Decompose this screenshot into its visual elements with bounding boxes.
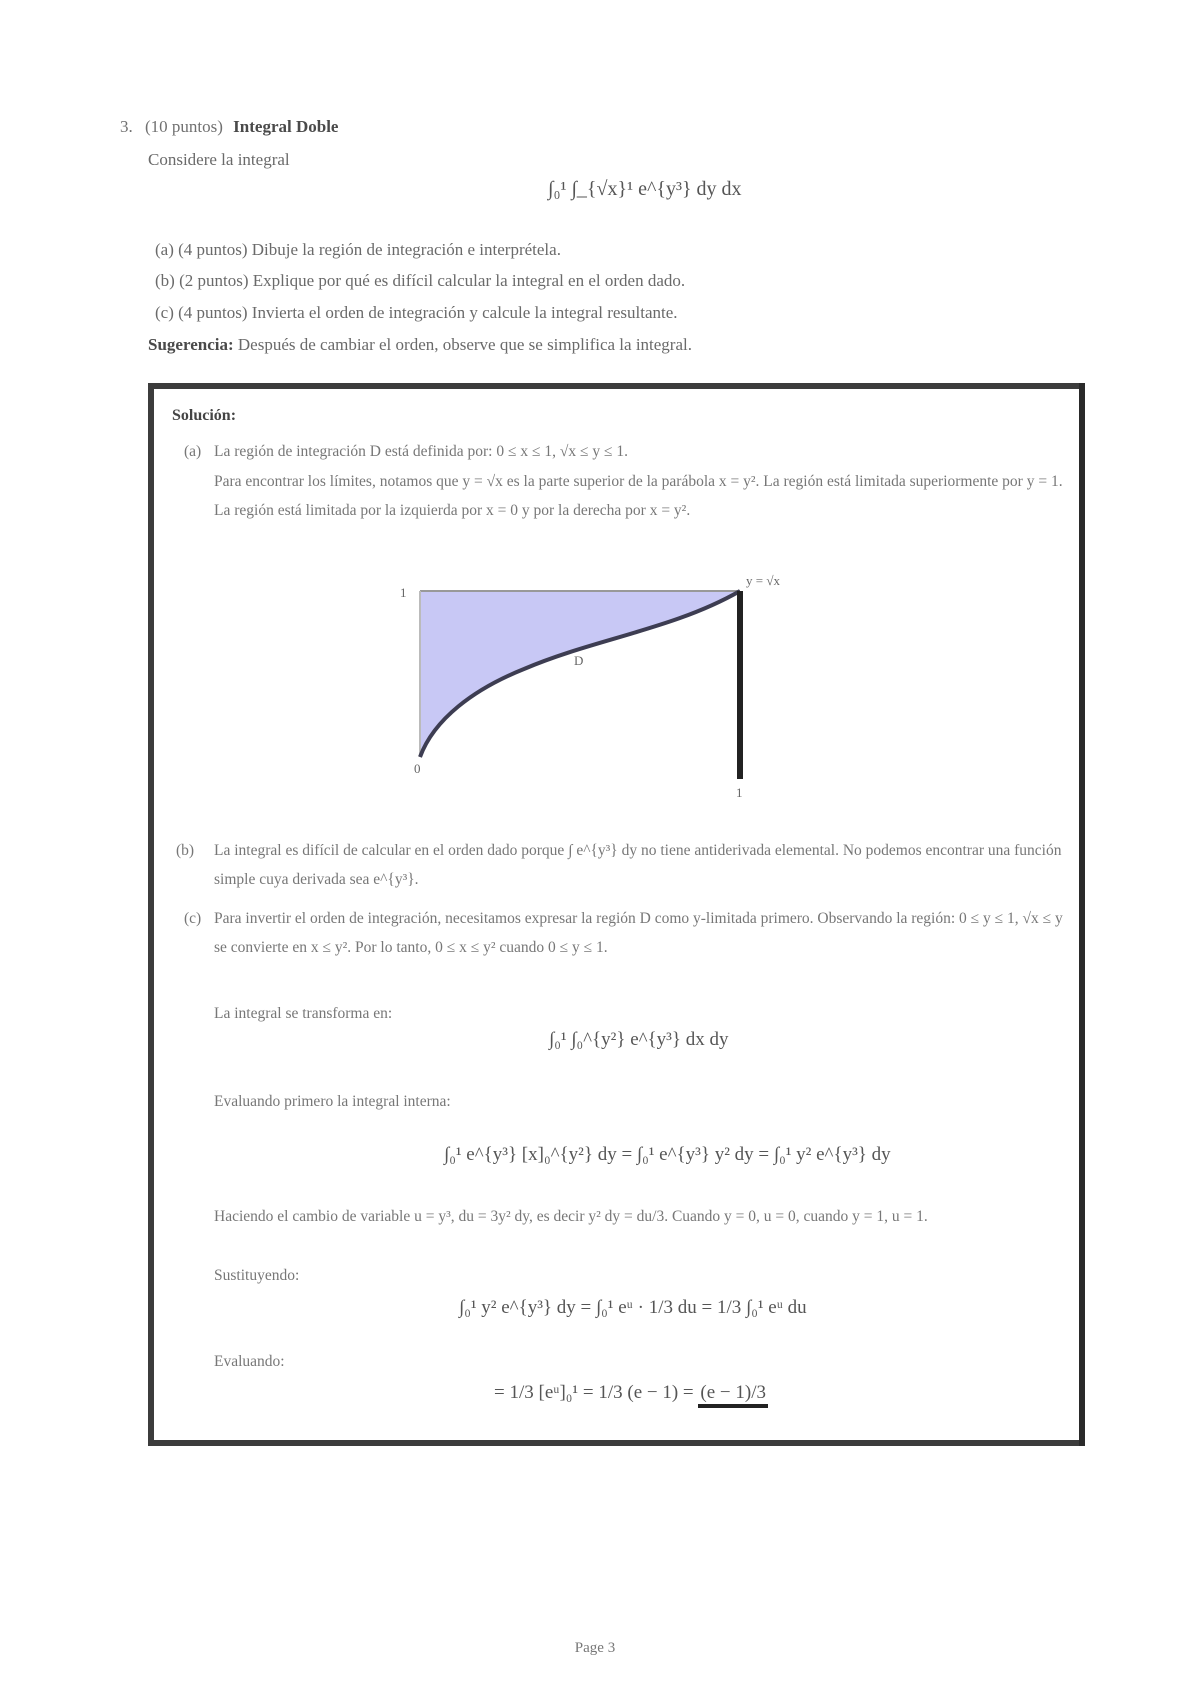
box-shadow-edge [1079, 383, 1085, 1446]
part-a-definition: La región de integración D está definida por: 0 ≤ x ≤ 1, √x ≤ y ≤ 1. [214, 443, 628, 460]
region-shading [420, 591, 740, 757]
solution-title: Solución: [172, 407, 237, 424]
hint-text: Después de cambiar el orden, observe que se simplifica la integral. [237, 335, 692, 354]
solution-box [148, 383, 1085, 1446]
part-b-text: La integral es difícil de calcular en el orden dado porque ∫ e^{y³} dy no tiene antiderivada elemental. No podemos encontrar una función simple cuya derivada sea e^{y³}. [214, 842, 1062, 888]
part-a-label: (a) [184, 443, 202, 460]
part-c-integral-intro: La integral se transforma en: [214, 1005, 393, 1022]
part-c-sub-intro: Sustituyendo: [214, 1267, 300, 1284]
subquestion-a: (a) (4 puntos) Dibuje la región de integración e interprétela. [155, 240, 561, 259]
hint [148, 335, 692, 355]
part-c-final-intro: Evaluando: [214, 1353, 285, 1370]
subquestion-c: (c) (4 puntos) Invierta el orden de integración y calcule la integral resultante. [155, 303, 678, 322]
final-answer: (e − 1)/3 [698, 1382, 768, 1408]
part-c-substitution: Haciendo el cambio de variable u = y³, du = 3y² dy, es decir y² dy = du/3. Cuando y = 0, u = 0, cuando y = 1, u = 1. [214, 1208, 928, 1225]
problem-heading [120, 117, 338, 137]
curve-region-label: D [574, 653, 584, 668]
curve-equation-label: y = √x [746, 573, 780, 588]
part-c-eval-equation: ∫₀¹ e^{y³} [x]₀^{y²} dy = ∫₀¹ e^{y³} y² dy = ∫₀¹ y² e^{y³} dy [444, 1144, 891, 1165]
part-c-sub-equation: ∫₀¹ y² e^{y³} dy = ∫₀¹ eᵘ · 1/3 du = 1/3 ∫₀¹ eᵘ du [459, 1297, 807, 1318]
subquestion-b: (b) (2 puntos) Explique por qué es difícil calcular la integral en el orden dado. [155, 271, 686, 290]
problem-points: (10 puntos) [145, 117, 223, 136]
final-steps: = 1/3 [eᵘ]₀¹ = 1/3 (e − 1) = [494, 1382, 694, 1403]
part-c-eval-intro: Evaluando primero la integral interna: [214, 1093, 451, 1110]
part-c-text: Para invertir el orden de integración, necesitamos expresar la región D como y-limitada primero. Observando la región: 0 ≤ y ≤ 1, √x ≤ y se convierte en x ≤ y². Por lo tanto, 0 ≤ x ≤ y² cuando 0 ≤ y ≤ 1. [214, 910, 1063, 956]
part-c-label: (c) [184, 910, 202, 927]
part-b-label: (b) [176, 842, 195, 859]
part-c-integral: ∫₀¹ ∫₀^{y²} e^{y³} dx dy [549, 1029, 729, 1050]
x-end-label: 1 [736, 785, 743, 800]
problem-number: 3. [120, 117, 133, 136]
task-integral: ∫₀¹ ∫_{√x}¹ e^{y³} dy dx [548, 178, 742, 200]
problem-intro: Considere la integral [148, 150, 290, 169]
page-number: Page 3 [574, 1640, 616, 1656]
y-tick-label: 1 [400, 585, 407, 600]
region-graph [394, 569, 834, 809]
hint-label: Sugerencia: [148, 335, 234, 354]
problem-topic: Integral Doble [233, 117, 339, 136]
x-start-label: 0 [414, 761, 421, 776]
part-a-text: Para encontrar los límites, notamos que y = √x es la parte superior de la parábola x = y². La región está limitada superiormente por y = 1. La región está limitada por la izquierda por x = 0 y por la derecha por x = y². [214, 473, 1063, 519]
part-c-final-equation [494, 1382, 768, 1408]
